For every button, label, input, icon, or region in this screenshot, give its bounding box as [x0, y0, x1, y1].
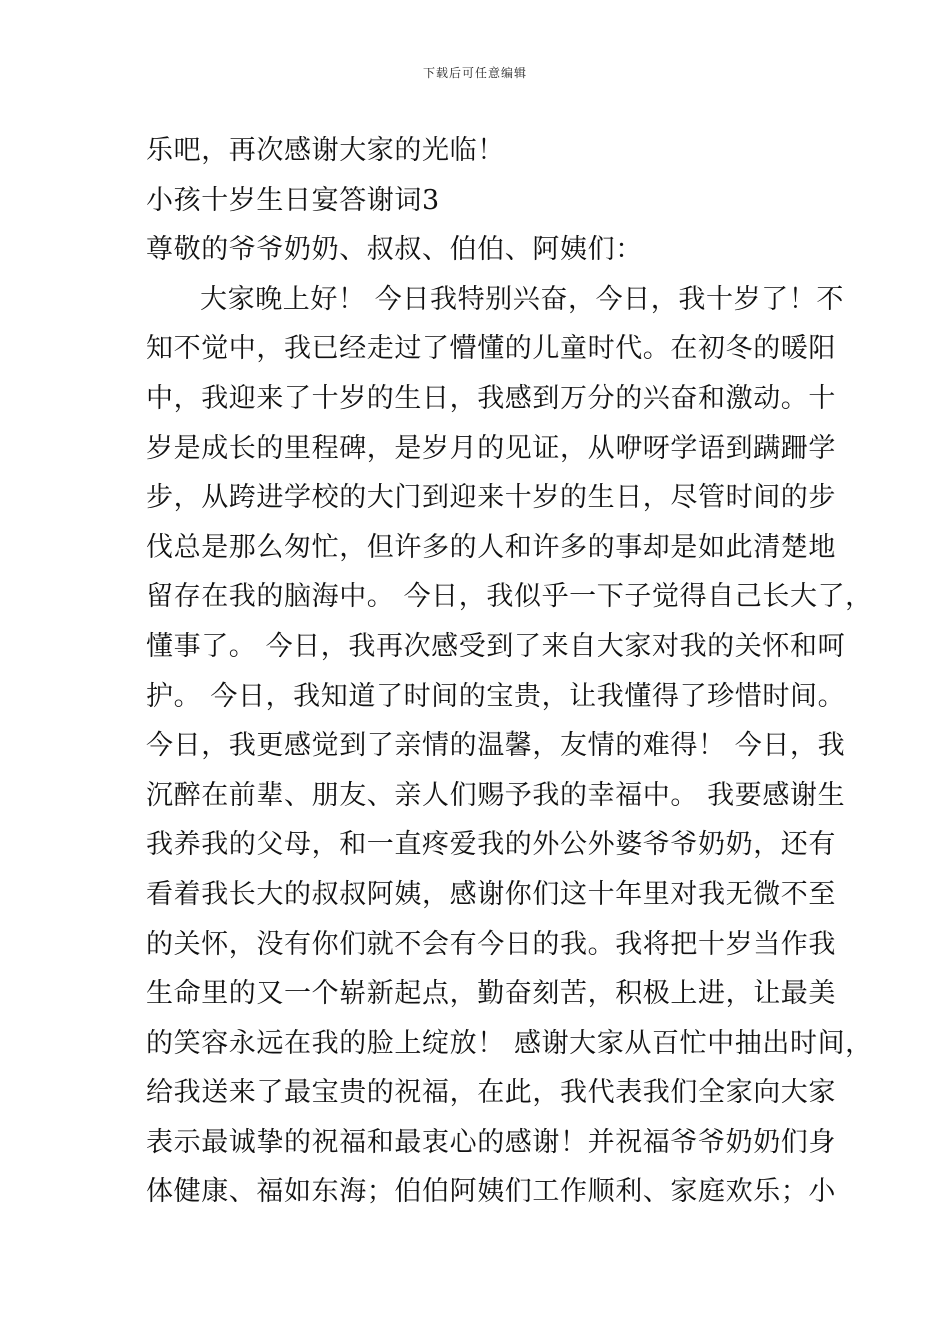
text-line: 我养我的父母，和一直疼爱我的外公外婆爷爷奶奶，还有 — [146, 829, 836, 861]
text-line: 沉醉在前辈、朋友、亲人们赐予我的幸福中。 我要感谢生 — [146, 779, 846, 811]
text-line: 中，我迎来了十岁的生日，我感到万分的兴奋和激动。十 — [146, 382, 836, 414]
text-line: 岁是成长的里程碑，是岁月的见证，从咿呀学语到蹒跚学 — [146, 432, 836, 464]
text-line: 的关怀，没有你们就不会有今日的我。我将把十岁当作我 — [146, 928, 836, 960]
text-line: 今日，我更感觉到了亲情的温馨，友情的难得！ 今日，我 — [146, 730, 846, 762]
section-title: 小孩十岁生日宴答谢词3 — [146, 184, 440, 216]
text-line: 给我送来了最宝贵的祝福，在此，我代表我们全家向大家 — [146, 1077, 836, 1109]
text-line: 懂事了。 今日，我再次感受到了来自大家对我的关怀和呵 — [146, 630, 846, 662]
text-line: 看着我长大的叔叔阿姨，感谢你们这十年里对我无微不至 — [146, 878, 836, 910]
text-line: 的笑容永远在我的脸上绽放！ 感谢大家从百忙中抽出时间， — [146, 1027, 873, 1059]
document-body — [146, 126, 873, 1217]
text-line: 护。 今日，我知道了时间的宝贵，让我懂得了珍惜时间。 — [146, 680, 846, 712]
text-line: 步，从跨进学校的大门到迎来十岁的生日，尽管时间的步 — [146, 482, 836, 514]
text-line: 乐吧，再次感谢大家的光临！ — [146, 135, 505, 166]
text-line: 体健康、福如东海；伯伯阿姨们工作顺利、家庭欢乐；小 — [146, 1176, 836, 1208]
text-line: 留存在我的脑海中。 今日，我似乎一下子觉得自己长大了， — [146, 581, 873, 613]
text-line: 生命里的又一个崭新起点，勤奋刻苦，积极上进，让最美 — [146, 978, 836, 1010]
text-line: 大家晚上好！ 今日我特别兴奋，今日，我十岁了！不 — [200, 283, 844, 315]
text-line: 知不觉中，我已经走过了懵懂的儿童时代。在初冬的暖阳 — [146, 333, 836, 365]
text-line: 表示最诚挚的祝福和最衷心的感谢！并祝福爷爷奶奶们身 — [146, 1126, 836, 1158]
page-header: 下载后可任意编辑 — [422, 66, 527, 80]
text-line: 伐总是那么匆忙，但许多的人和许多的事却是如此清楚地 — [146, 531, 836, 563]
salutation: 尊敬的爷爷奶奶、叔叔、伯伯、阿姨们： — [146, 234, 643, 266]
